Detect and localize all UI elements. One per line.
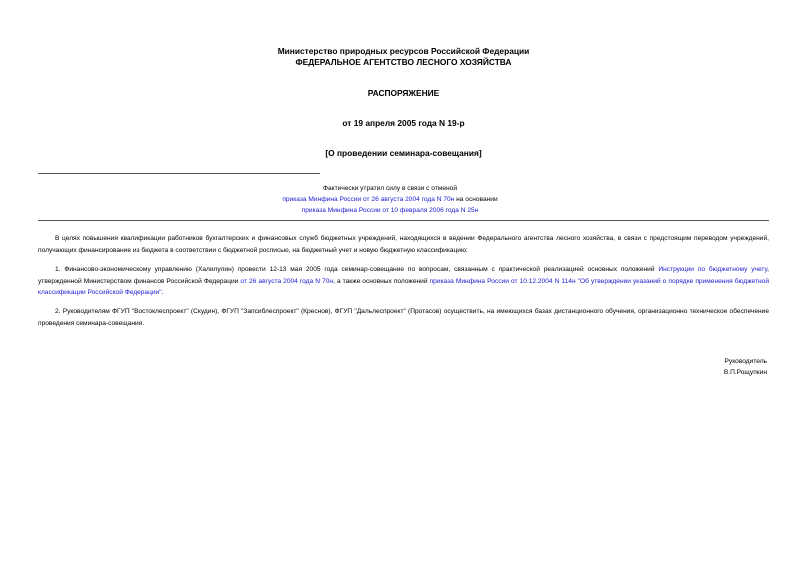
order-114n-link[interactable]: приказа Минфина России от 10.12.2004 N 114н "Об утверждении указаний о порядке применения бюджетной классификации Российской Федерации" bbox=[38, 277, 770, 296]
intro-text: В целях повышения квалификации работников бухгалтерских и финансовых служб бюджетных учреждений, находящихся в ведении Федерального агентства лесного хозяйства, в связи с предстоящим переводом учреждений, получающих финансирование из бюджета в соответствии с бюджетной росписью, на бюджетный учет и новую бюджетную классификацию: bbox=[38, 235, 769, 254]
status-note-line3 bbox=[190, 205, 590, 216]
short-divider bbox=[38, 173, 320, 174]
item-2-paragraph bbox=[38, 306, 769, 329]
order-70n-link[interactable]: от 26 августа 2004 года N 70н bbox=[240, 277, 334, 285]
intro-paragraph bbox=[38, 233, 769, 256]
item-1-text-c: , а также основных положений bbox=[333, 277, 430, 285]
document-type: РАСПОРЯЖЕНИЕ bbox=[367, 88, 440, 98]
status-note-suffix: на основании bbox=[454, 196, 498, 203]
ministry-heading: Министерство природных ресурсов Российской Федерации bbox=[277, 46, 530, 56]
item-1-text-b: , утвержденной Министерством финансов Российской Федерации bbox=[38, 266, 769, 285]
agency-heading: ФЕДЕРАЛЬНОЕ АГЕНТСТВО ЛЕСНОГО ХОЗЯЙСТВА bbox=[295, 57, 512, 67]
cancelled-order-link[interactable]: приказа Минфина России от 26 августа 2004 года N 70н bbox=[282, 196, 455, 203]
item-1-paragraph bbox=[38, 264, 769, 299]
signature-position: Руководитель bbox=[724, 358, 767, 365]
item-1-text-a: 1. Финансово-экономическому управлению (Халилулин) провести 12-13 мая 2005 года семинар-совещание по вопросам, связанным с практической реализацией основных положений bbox=[55, 266, 659, 273]
document-title: [О проведении семинара-совещания] bbox=[325, 148, 482, 158]
item-2-text: 2. Руководителям ФГУП "Востоклеспроект" (Скудин), ФГУП "Запсиблеспроект" (Креснов), ФГУП "Дальлеспроект" (Протасов) осуществить, на имеющихся базах дистанционного обучения, организационно техническое обеспечение проведения семинара-совещания. bbox=[38, 308, 769, 327]
status-note-line1: Фактически утратил силу в связи с отменой bbox=[322, 185, 458, 192]
item-1-text-d: . bbox=[161, 289, 164, 296]
status-note-line2 bbox=[190, 194, 590, 205]
full-divider bbox=[38, 220, 769, 221]
cancelling-order-link[interactable]: приказа Минфина России от 10 февраля 2006 года N 25н bbox=[301, 207, 479, 214]
signature-name: В.П.Рощупкин bbox=[723, 369, 767, 376]
document-date: от 19 апреля 2005 года N 19-р bbox=[342, 118, 465, 128]
instruction-link[interactable]: Инструкции по бюджетному учету bbox=[658, 266, 768, 273]
